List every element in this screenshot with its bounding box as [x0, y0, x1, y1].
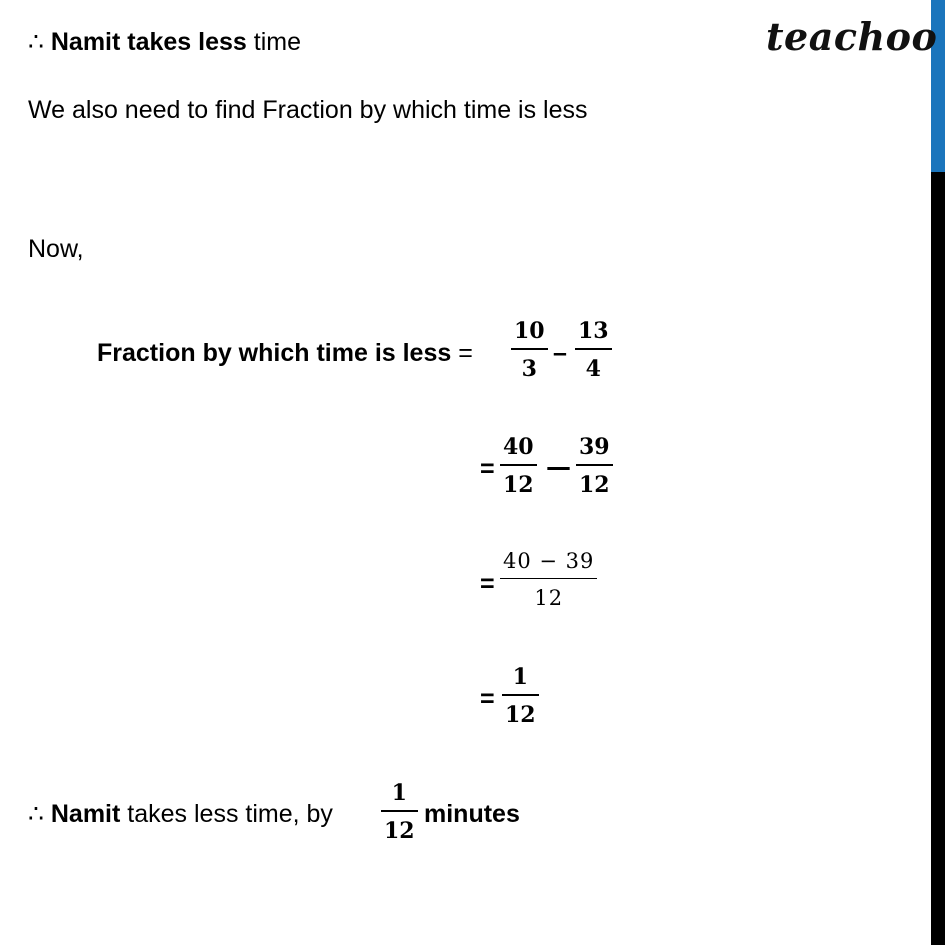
statement-fraction-needed: We also need to find Fraction by which time is less — [28, 96, 588, 124]
step4-equals: = — [480, 685, 495, 713]
fraction-denominator: 4 — [585, 356, 601, 382]
fraction-denominator: 12 — [534, 586, 564, 610]
therefore-symbol: ∴ — [28, 28, 44, 56]
step1-label — [97, 338, 473, 368]
fraction-numerator: 1 — [512, 664, 528, 690]
now-label: Now, — [28, 235, 84, 263]
fraction-denominator: 12 — [503, 472, 534, 498]
fraction-denominator: 12 — [505, 702, 536, 728]
fraction-numerator: 13 — [578, 318, 609, 344]
statement-rest: time — [253, 28, 301, 56]
step1-minus: – — [553, 339, 567, 367]
statement-bold: Namit takes less — [50, 28, 247, 56]
fraction-bar — [500, 464, 537, 466]
fraction-bar — [575, 348, 612, 350]
conclusion-text — [28, 799, 333, 829]
fraction-numerator: 10 — [514, 318, 545, 344]
step2-fraction-b — [576, 434, 613, 498]
statement-less-time — [28, 27, 301, 57]
conclusion-rest: takes less time, by — [127, 800, 333, 828]
teachoo-logo: teachoo — [766, 14, 938, 59]
conclusion-fraction — [381, 780, 418, 844]
step2-minus: — — [546, 452, 571, 481]
fraction-numerator: 1 — [391, 780, 407, 806]
fraction-denominator: 3 — [521, 356, 537, 382]
step1-fraction-a — [511, 318, 548, 382]
step1-label-text: Fraction by which time is less — [97, 339, 452, 367]
fraction-bar — [511, 348, 548, 350]
fraction-bar — [502, 694, 539, 696]
fraction-bar — [500, 578, 597, 579]
step1-equals: = — [458, 339, 473, 367]
fraction-numerator: 40 — [503, 434, 534, 460]
therefore-symbol: ∴ — [28, 800, 44, 828]
step2-fraction-a — [500, 434, 537, 498]
conclusion-unit: minutes — [424, 800, 520, 828]
step4-fraction — [502, 664, 539, 728]
fraction-bar — [576, 464, 613, 466]
fraction-denominator: 12 — [579, 472, 610, 498]
fraction-denominator: 12 — [384, 818, 415, 844]
fraction-bar — [381, 810, 418, 812]
conclusion-bold: Namit — [50, 800, 121, 828]
fraction-numerator: 40 − 39 — [503, 549, 595, 573]
step3-equals: = — [480, 570, 495, 598]
fraction-numerator: 39 — [579, 434, 610, 460]
step3-fraction — [500, 548, 597, 611]
step2-equals: = — [480, 455, 495, 483]
step1-fraction-b — [575, 318, 612, 382]
